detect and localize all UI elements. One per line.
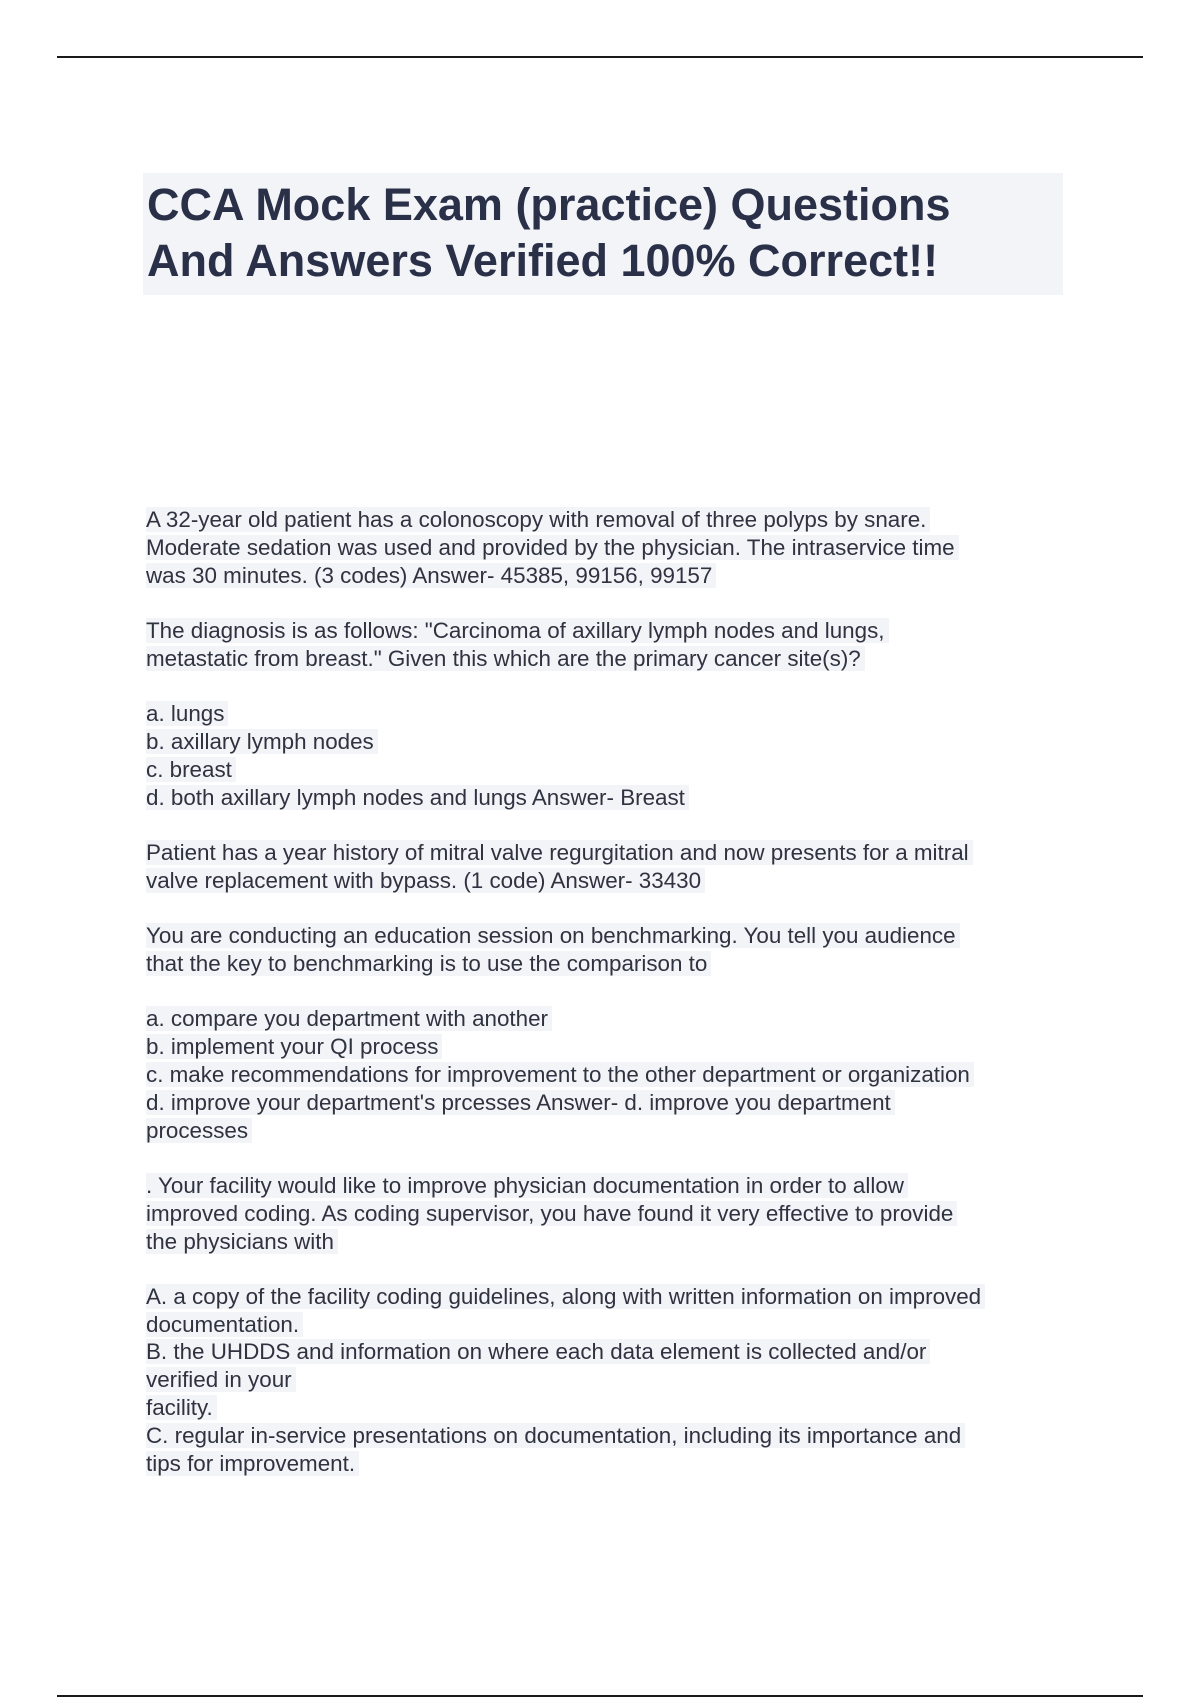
paragraph-colonoscopy-question: [146, 506, 1066, 589]
text-line: improved coding. As coding supervisor, you have found it very effective to provide: [146, 1200, 1066, 1228]
bottom-rule: [57, 1695, 1143, 1697]
option-line: b. implement your QI process: [146, 1033, 1066, 1061]
text-line: The diagnosis is as follows: "Carcinoma of axillary lymph nodes and lungs,: [146, 617, 1066, 645]
answer-options-documentation: [146, 1283, 1066, 1478]
option-line: a. lungs: [146, 700, 1066, 728]
paragraph-benchmarking-question: [146, 922, 1066, 978]
option-line: d. both axillary lymph nodes and lungs Answer- Breast: [146, 784, 1066, 812]
option-line: facility.: [146, 1394, 1066, 1422]
text-line: metastatic from breast." Given this which are the primary cancer site(s)?: [146, 645, 1066, 673]
option-line: documentation.: [146, 1311, 1066, 1339]
text-line: that the key to benchmarking is to use the comparison to: [146, 950, 1066, 978]
text-line: was 30 minutes. (3 codes) Answer- 45385, 99156, 99157: [146, 562, 1066, 590]
paragraph-diagnosis-question: [146, 617, 1066, 673]
option-line: verified in your: [146, 1366, 1066, 1394]
option-line: c. make recommendations for improvement to the other department or organization: [146, 1061, 1066, 1089]
answer-options-benchmarking: [146, 1005, 1066, 1144]
document-body: [146, 506, 1066, 1477]
option-line: C. regular in-service presentations on documentation, including its importance and: [146, 1422, 1066, 1450]
document-title: [143, 173, 1063, 295]
text-line: valve replacement with bypass. (1 code) Answer- 33430: [146, 867, 1066, 895]
paragraph-documentation-question: [146, 1172, 1066, 1255]
top-rule: [57, 56, 1143, 58]
title-line-1: CCA Mock Exam (practice) Questions: [147, 179, 951, 230]
text-line: A 32-year old patient has a colonoscopy with removal of three polyps by snare.: [146, 506, 1066, 534]
text-line: Patient has a year history of mitral valve regurgitation and now presents for a mitral: [146, 839, 1066, 867]
option-line: b. axillary lymph nodes: [146, 728, 1066, 756]
option-line: B. the UHDDS and information on where each data element is collected and/or: [146, 1338, 1066, 1366]
option-line: d. improve your department's prcesses Answer- d. improve you department: [146, 1089, 1066, 1117]
option-line: processes: [146, 1117, 1066, 1145]
text-line: the physicians with: [146, 1228, 1066, 1256]
answer-options-diagnosis: [146, 700, 1066, 811]
option-line: A. a copy of the facility coding guidelines, along with written information on improved: [146, 1283, 1066, 1311]
text-line: You are conducting an education session on benchmarking. You tell you audience: [146, 922, 1066, 950]
option-line: a. compare you department with another: [146, 1005, 1066, 1033]
title-line-2: And Answers Verified 100% Correct!!: [147, 235, 939, 286]
text-line: Moderate sedation was used and provided by the physician. The intraservice time: [146, 534, 1066, 562]
option-line: tips for improvement.: [146, 1450, 1066, 1478]
option-line: c. breast: [146, 756, 1066, 784]
text-line: . Your facility would like to improve physician documentation in order to allow: [146, 1172, 1066, 1200]
paragraph-mitral-valve-question: [146, 839, 1066, 895]
